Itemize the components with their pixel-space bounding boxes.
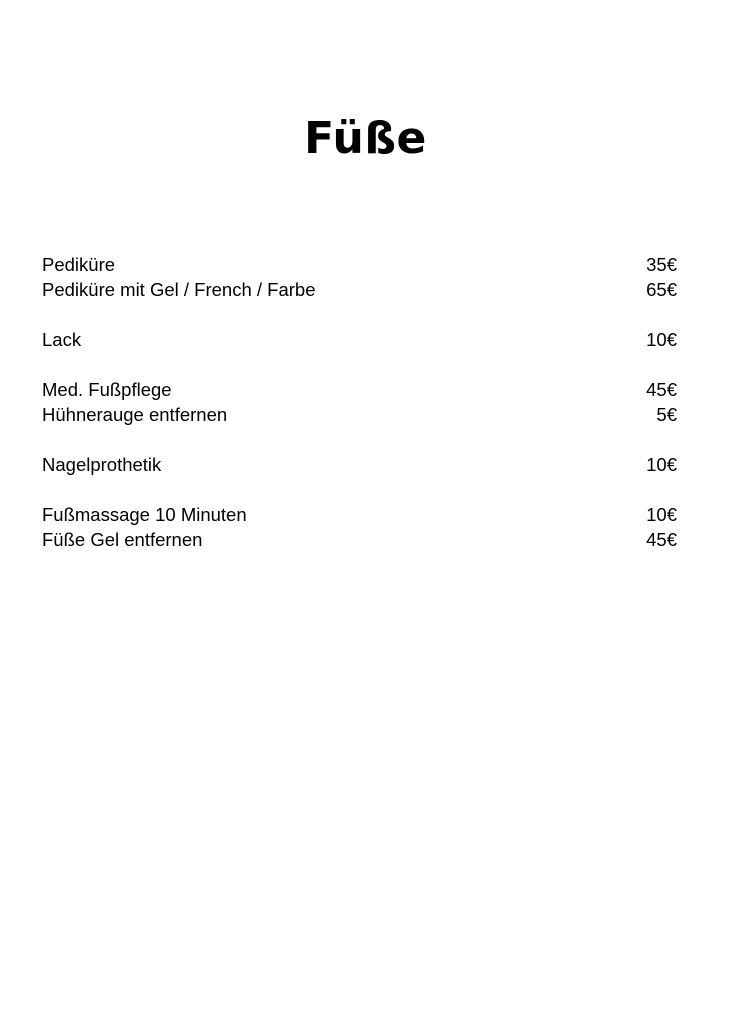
page-title: Füße bbox=[304, 113, 427, 165]
price-row bbox=[42, 502, 677, 527]
price-row bbox=[42, 527, 677, 552]
service-name: Füße Gel entfernen bbox=[42, 529, 203, 550]
service-price: 10€ bbox=[646, 454, 677, 475]
price-group-pedicure bbox=[42, 252, 677, 302]
service-price: 45€ bbox=[646, 529, 677, 550]
service-price: 45€ bbox=[646, 379, 677, 400]
price-row bbox=[42, 252, 677, 277]
price-row bbox=[42, 402, 677, 427]
price-row bbox=[42, 327, 677, 352]
price-group-massage bbox=[42, 502, 677, 552]
service-name: Hühnerauge entfernen bbox=[42, 404, 228, 425]
price-row bbox=[42, 377, 677, 402]
price-row bbox=[42, 277, 677, 302]
price-group-medical bbox=[42, 377, 677, 427]
price-row bbox=[42, 452, 677, 477]
service-name: Pediküre bbox=[42, 254, 116, 275]
service-price: 10€ bbox=[646, 329, 677, 350]
service-name: Lack bbox=[42, 329, 82, 350]
service-name: Nagelprothetik bbox=[42, 454, 162, 475]
service-name: Med. Fußpflege bbox=[42, 379, 172, 400]
service-name: Pediküre mit Gel / French / Farbe bbox=[42, 279, 316, 300]
service-name: Fußmassage 10 Minuten bbox=[42, 504, 247, 525]
service-price: 35€ bbox=[646, 254, 677, 275]
price-list bbox=[42, 252, 677, 577]
service-price: 10€ bbox=[646, 504, 677, 525]
price-group-prosthetics bbox=[42, 452, 677, 477]
service-price: 5€ bbox=[656, 404, 677, 425]
service-price: 65€ bbox=[646, 279, 677, 300]
price-group-polish bbox=[42, 327, 677, 352]
